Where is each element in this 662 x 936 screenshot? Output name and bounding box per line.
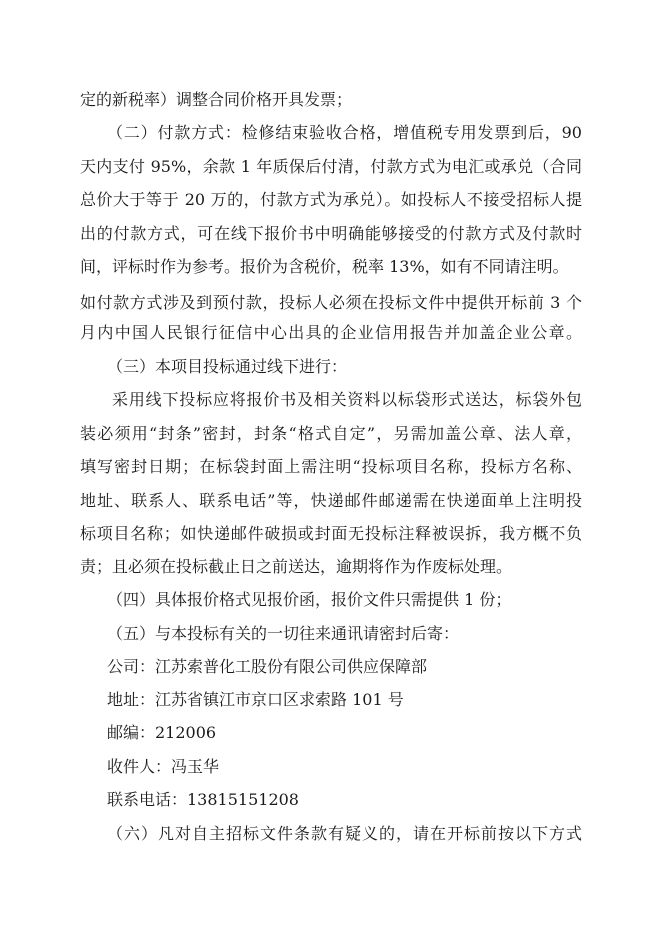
- paragraph-quote-format: （四）具体报价格式见报价函，报价文件只需提供 1 份；: [107, 590, 512, 609]
- paragraph-objections: （六）凡对自主招标文件条款有疑义的，请在开标前按以下方式: [107, 824, 582, 843]
- company-line: 公司：江苏索普化工股份有限公司供应保障部: [107, 657, 428, 676]
- text-line: 出的付款方式，可在线下报价书中明确能够接受的付款方式及付款时: [80, 224, 582, 243]
- address-line: 地址：江苏省镇江市京口区求索路 101 号: [107, 690, 404, 709]
- text-line: 装必须用“封条”密封，封条“格式自定”，另需加盖公章、法人章，: [80, 424, 582, 443]
- text-line: 采用线下投标应将报价书及相关资料以标袋形式送达，标袋外包: [112, 390, 582, 409]
- text-line: 间，评标时作为参考。报价为含税价，税率 13%，如有不同请注明。: [80, 257, 569, 276]
- postcode-line: 邮编：212006: [107, 723, 217, 742]
- text-line: 地址、联系人、联系电话”等，快递邮件邮递需在快递面单上注明投: [80, 491, 582, 510]
- text-line: 填写密封日期；在标袋封面上需注明“投标项目名称，投标方名称、: [80, 457, 582, 476]
- text-line: 责；且必须在投标截止日之前送达，逾期将作为作废标处理。: [80, 557, 513, 576]
- phone-line: 联系电话：13815151208: [107, 790, 299, 809]
- paragraph-mailing: （五）与本投标有关的一切往来通讯请密封后寄：: [107, 624, 460, 643]
- paragraph-payment-terms: （二）付款方式：检修结束验收合格，增值税专用发票到后，90: [107, 123, 582, 142]
- text-line: 天内支付 95%，余款 1 年质保后付清，付款方式为电汇或承兑（合同: [80, 157, 582, 176]
- recipient-line: 收件人：冯玉华: [107, 757, 220, 776]
- text-line: 月内中国人民银行征信中心出具的企业信用报告并加盖企业公章。: [80, 323, 582, 342]
- text-line: 标项目名称；如快递邮件破损或封面无投标注释被误拆，我方概不负: [80, 524, 582, 543]
- text-line: 如付款方式涉及到预付款，投标人必须在投标文件中提供开标前 3 个: [80, 293, 582, 312]
- text-line: 定的新税率）调整合同价格开具发票；: [80, 90, 353, 109]
- paragraph-offline-bidding: （三）本项目投标通过线下进行：: [107, 357, 348, 376]
- text-line: 总价大于等于 20 万的，付款方式为承兑）。如投标人不接受招标人提: [80, 190, 582, 209]
